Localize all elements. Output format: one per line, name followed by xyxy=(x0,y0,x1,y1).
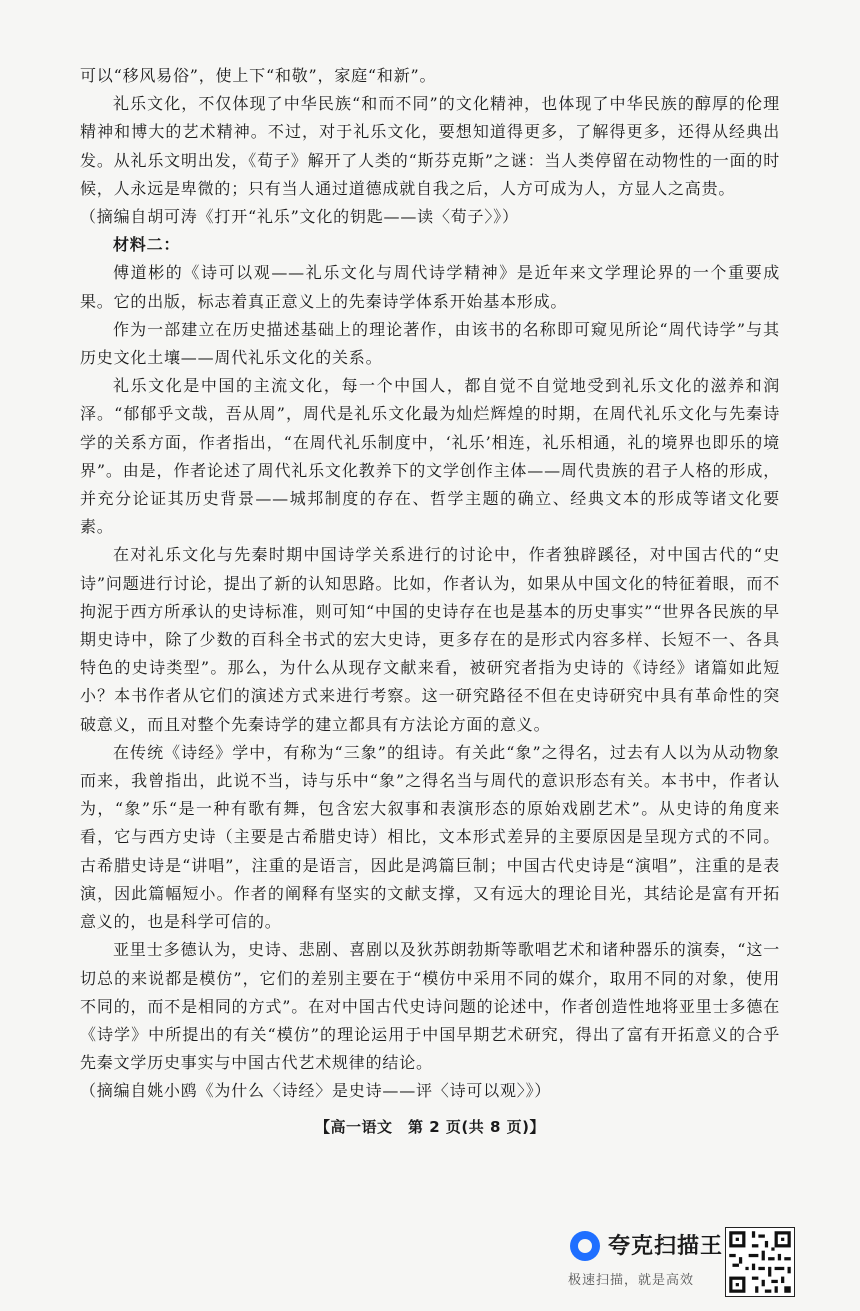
paragraph: 亚里士多德认为，史诗、悲剧、喜剧以及狄苏朗勃斯等歌唱艺术和诸种器乐的演奏，“这一切总的来说都是模仿”，它们的差别主要在于“模仿中采用不同的媒介，取用不同的对象，使用不同的，而不是相同的方式”。在对中国古代史诗问题的论述中，作者创造性地将亚里士多德在《诗学》中所提出的有关“模仿”的理论运用于中国早期艺术研究，得出了富有开拓意义的合乎先秦文学历史事实与中国古代艺术规律的结论。 xyxy=(80,940,780,1073)
document-body xyxy=(80,62,780,1106)
paragraph: 作为一部建立在历史描述基础上的理论著作，由该书的名称即可窥见所论“周代诗学”与其历史文化土壤——周代礼乐文化的关系。 xyxy=(80,319,780,368)
page-footer: 【高一语文 第 2 页(共 8 页)】 xyxy=(315,1118,545,1136)
paragraph-continuation: 可以“移风易俗”，使上下“和敬”，家庭“和新”。 xyxy=(80,66,437,85)
source-citation: （摘编自姚小鸥《为什么〈诗经〉是史诗——评〈诗可以观〉》） xyxy=(80,1081,552,1101)
qr-code-icon xyxy=(725,1227,795,1297)
source-citation: （摘编自胡可涛《打开“礼乐”文化的钥匙——读〈荀子〉》） xyxy=(80,207,519,227)
paragraph: 在对礼乐文化与先秦时期中国诗学关系进行的讨论中，作者独辟蹊径，对中国古代的“史诗”问题进行讨论，提出了新的认知思路。比如，作者认为，如果从中国文化的特征着眼，而不拘泥于西方所承认的史诗标准，则可知“中国的史诗存在也是基本的历史事实”“世界各民族的早期史诗中，除了少数的百科全书式的宏大史诗，更多存在的是形式内容多样、长短不一、各具特色的史诗类型”。那么，为什么从现存文献来看，被研究者指为史诗的《诗经》诸篇如此短小？本书作者从它们的演述方式来进行考察。这一研究路径不但在史诗研究中具有革命性的突破意义，而且对整个先秦诗学的建立都具有方法论方面的意义。 xyxy=(80,545,780,734)
watermark-slogan: 极速扫描，就是高效 xyxy=(568,1273,695,1288)
scanner-watermark xyxy=(562,1223,802,1303)
paragraph: 在传统《诗经》学中，有称为“三象”的组诗。有关此“象”之得名，过去有人以为从动物象而来，我曾指出，此说不当，诗与乐中“象”之得名当与周代的意识形态有关。本书中，作者认为，“象”乐“是一种有歌有舞，包含宏大叙事和表演形态的原始戏剧艺术”。从史诗的角度来看，它与西方史诗（主要是古希腊史诗）相比，文本形式差异的主要原因是呈现方式的不同。古希腊史诗是“讲唱”，注重的是语言，因此是鸿篇巨制；中国古代史诗是“演唱”，注重的是表演，因此篇幅短小。作者的阐释有坚实的文献支撑，又有远大的理论目光，其结论是富有开拓意义的，也是科学可信的。 xyxy=(80,742,780,932)
paragraph: 傅道彬的《诗可以观——礼乐文化与周代诗学精神》是近年来文学理论界的一个重要成果。它的出版，标志着真正意义上的先秦诗学体系开始基本形成。 xyxy=(80,263,780,311)
watermark-brand: 夸克扫描王 xyxy=(608,1234,724,1259)
section-heading: 材料二： xyxy=(113,235,181,255)
scanner-logo-icon xyxy=(570,1231,600,1261)
paragraph: 礼乐文化，不仅体现了中华民族“和而不同”的文化精神，也体现了中华民族的醇厚的伦理精神和博大的艺术精神。不过，对于礼乐文化，要想知道得更多，了解得更多，还得从经典出发。从礼乐文明出发，《荀子》解开了人类的“斯芬克斯”之谜：当人类停留在动物性的一面的时候，人永远是卑微的；只有当人通过道德成就自我之后，人方可成为人，方显人之高贵。 xyxy=(80,94,780,198)
paragraph: 礼乐文化是中国的主流文化，每一个中国人，都自觉不自觉地受到礼乐文化的滋养和润泽。“郁郁乎文哉，吾从周”，周代是礼乐文化最为灿烂辉煌的时期，在周代礼乐文化与先秦诗学的关系方面，作者指出，“在周代礼乐制度中，‘礼乐’相连，礼乐相通，礼的境界也即乐的境界”。由是，作者论述了周代礼乐文化教养下的文学创作主体——周代贵族的君子人格的形成，并充分论证其历史背景——城邦制度的存在、哲学主题的确立、经典文本的形成等诸文化要素。 xyxy=(80,376,780,537)
